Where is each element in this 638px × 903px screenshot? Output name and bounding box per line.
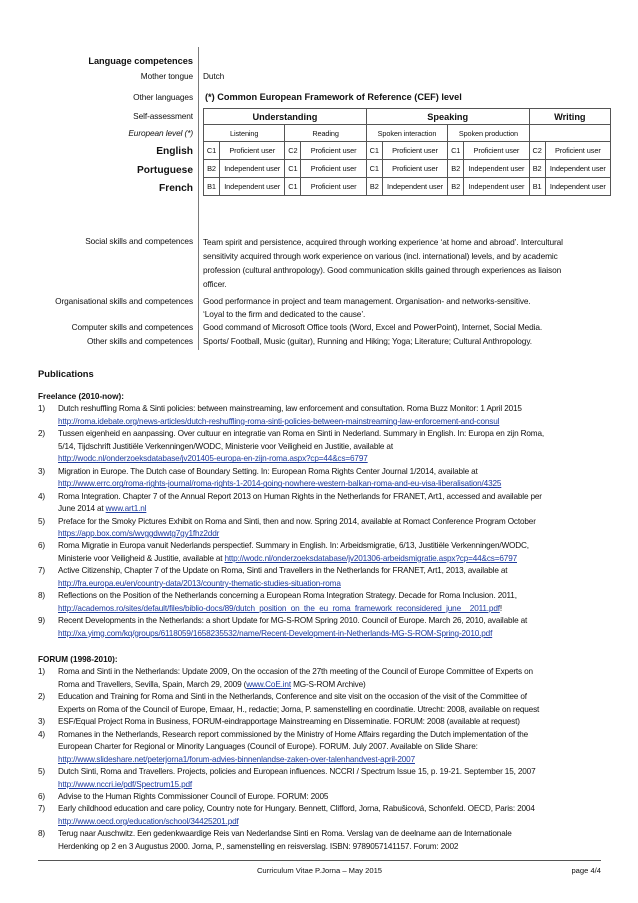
item-number: 8) xyxy=(38,829,45,839)
cef-group-understanding: Understanding xyxy=(204,109,367,125)
cef-level-code: C1 xyxy=(204,142,220,160)
item-number: 4) xyxy=(38,491,45,501)
section-title: Freelance (2010-now): xyxy=(38,392,124,401)
item-line xyxy=(58,565,608,577)
publication-item xyxy=(38,428,608,465)
publication-item xyxy=(38,716,608,728)
skill-label-other: Other skills and competences xyxy=(86,336,193,346)
cef-subheader-row xyxy=(204,125,611,142)
cef-level-description: Independent user xyxy=(382,178,447,196)
publication-text: ESF/Equal Project Roma in Business, FORUM-eindrapportage Mainstreaming en Disseminatie. FORUM: 2008 (available at request) xyxy=(58,717,520,727)
item-line xyxy=(58,416,608,428)
cef-level-code: B1 xyxy=(204,178,220,196)
item-number: 3) xyxy=(38,717,45,727)
publication-text: Herdenking op 2 en 3 Augustus 2000. Jorna, P., samenstelling en reisverslag. ISBN: 9789057141157. Forum: 2002 xyxy=(58,841,459,851)
footer-rule xyxy=(38,860,601,861)
cef-subheader-writing-empty xyxy=(529,125,610,142)
skill-text-social xyxy=(203,235,613,291)
skill-text-line: Team spirit and persistence, acquired through working experience ‘at home and abroad’. Intercultural xyxy=(203,237,563,247)
language-competences-heading: Language competences xyxy=(88,56,193,66)
other-languages-label: Other languages xyxy=(133,92,193,102)
cef-level-description: Proficient user xyxy=(464,142,529,160)
cef-heading: (*) Common European Framework of Reference (CEF) level xyxy=(205,92,462,102)
publication-link[interactable]: http://roma.idebate.org/news-articles/dutch-reshuffling-roma-sinti-policies-between-mainstreaming-law-enforcement-and-consul xyxy=(58,416,500,426)
item-number: 8) xyxy=(38,591,45,601)
language-name-english: English xyxy=(156,146,193,157)
cef-subheader-spoken-interaction: Spoken interaction xyxy=(366,125,447,142)
item-number: 9) xyxy=(38,616,45,626)
skill-text-line: ‘Loyal to the firm and dedicated to the cause’. xyxy=(203,309,366,319)
publication-link[interactable]: http://academos.ro/sites/default/files/biblio-docs/89/dutch_position_on_the_eu_roma_framework_reconsidered_june__2011.pdf xyxy=(58,603,500,613)
publication-text: Migration in Europe. The Dutch case of Boundary Setting. In: European Roma Rights Center Journal 1/2014, available at xyxy=(58,466,478,476)
page-number: page 4/4 xyxy=(571,866,601,875)
item-line xyxy=(58,841,608,853)
skill-text-computer xyxy=(203,321,613,334)
publication-text: Ministerie voor Veiligheid & Justitie, available at xyxy=(58,553,225,563)
cef-level-description: Independent user xyxy=(545,160,610,178)
publication-text: MG-S-ROM Archive) xyxy=(290,679,366,689)
publication-text: Dutch reshuffling Roma & Sinti policies: between mainstreaming, law enforcement and consultation. Roma Buzz Monitor: 1 April 2015 xyxy=(58,404,522,414)
publication-text: Romanes in the Netherlands, Research report commissioned by the Ministry of Home Affairs regarding the Dutch implementation of the xyxy=(58,729,529,739)
item-line xyxy=(58,516,608,528)
item-line xyxy=(58,816,608,828)
item-number: 5) xyxy=(38,767,45,777)
skill-text-line: officer. xyxy=(203,279,227,289)
cef-level-code: B2 xyxy=(366,178,382,196)
cef-subheader-spoken-production: Spoken production xyxy=(448,125,529,142)
cef-level-code: B2 xyxy=(529,160,545,178)
cef-subheader-listening: Listening xyxy=(204,125,285,142)
item-line xyxy=(58,766,608,778)
skill-text-line: Sports/ Football, Music (guitar), Running and Hiking; Yoga; Literature; Cultural Anthropology. xyxy=(203,336,532,346)
item-line xyxy=(58,779,608,791)
publication-item xyxy=(38,666,608,691)
skill-text-line: Good performance in project and team management. Organisation- and networks-sensitive. xyxy=(203,296,531,306)
publication-list xyxy=(38,403,608,640)
publication-text: Early childhood education and care policy, Country note for Hungary. Bennett, Clifford, Jorna, Rabušicová, Schonfeld. OECD, Paris: 2004 xyxy=(58,804,535,814)
publication-text: June 2014 at xyxy=(58,504,106,514)
item-line xyxy=(58,615,608,627)
cef-level-code: B2 xyxy=(448,178,464,196)
publication-item xyxy=(38,590,608,615)
publication-text: 5/14, Tijdschrift Justitiële Verkenningen/WODC, Ministerie voor Veiligheid en Justitie, available at xyxy=(58,441,393,451)
skill-label-social: Social skills and competences xyxy=(85,236,193,246)
item-line xyxy=(58,403,608,415)
publication-link[interactable]: http://fra.europa.eu/en/country-data/2013/country-thematic-studies-situation-roma xyxy=(58,578,341,588)
skill-label-computer: Computer skills and competences xyxy=(71,322,193,332)
publication-link[interactable]: http://wodc.nl/onderzoeksdatabase/jv201405-europa-en-zijn-roma.aspx?cp=44&cs=6797 xyxy=(58,454,368,464)
cef-subheader-reading: Reading xyxy=(285,125,366,142)
cef-levels-table xyxy=(203,108,611,196)
publication-text: European Charter for Regional or Minority Languages (Council of Europe). FORUM. July 2007. Available on Slide Share: xyxy=(58,742,478,752)
section-divider-line xyxy=(198,47,199,350)
publication-list xyxy=(38,666,608,853)
item-line xyxy=(58,428,608,440)
publication-text: Roma and Travellers, Sevilla, Spain, March 29, 2009 ( xyxy=(58,679,247,689)
item-number: 2) xyxy=(38,429,45,439)
publication-link[interactable]: https://app.box.com/s/wvggdwwtg7gy1fhz2ddr xyxy=(58,528,220,538)
cef-table-body xyxy=(204,142,611,196)
item-line xyxy=(58,803,608,815)
item-number: 3) xyxy=(38,466,45,476)
cef-level-code: B2 xyxy=(204,160,220,178)
skill-text-other xyxy=(203,335,613,348)
publication-item xyxy=(38,691,608,716)
publications-section-freelance xyxy=(38,391,608,640)
item-line xyxy=(58,503,608,515)
skill-text-organisational xyxy=(203,295,613,321)
publication-text: Tussen eigenheid en aanpassing. Over cultuur en integratie van Roma en Sinti in Nederland. Summary in English. In: Europa en zijn Roma, xyxy=(58,429,544,439)
publication-link[interactable]: http://www.oecd.org/education/school/34425201.pdf xyxy=(58,816,239,826)
publication-text: Dutch Sinti, Roma and Travellers. Projects, policies and European influences. NCCRI / Spectrum Issue 15, p. 19-21. September 15, 2007 xyxy=(58,767,536,777)
item-number: 6) xyxy=(38,541,45,551)
item-number: 2) xyxy=(38,692,45,702)
publication-text: Advise to the Human Rights Commissioner Council of Europe. FORUM: 2005 xyxy=(58,791,329,801)
mother-tongue-label: Mother tongue xyxy=(140,71,193,81)
publication-text: Roma Migratie in Europa vanuit Nederlands perspectief. Summary in English. In: Arbeidsmigratie, 6/13, Justitiële Verkenningen/WODC, xyxy=(58,541,529,551)
skill-text-line: Good command of Microsoft Office tools (Word, Excel and PowerPoint), Internet, Social Media. xyxy=(203,322,543,332)
cef-level-code: C2 xyxy=(529,142,545,160)
publication-text: Roma Integration. Chapter 7 of the Annual Report 2013 on Human Rights in the Netherlands for FRANET, Art1, accessed and available per xyxy=(58,491,542,501)
item-number: 5) xyxy=(38,516,45,526)
cef-level-code: C1 xyxy=(285,160,301,178)
publications-section-forum xyxy=(38,654,608,853)
publication-text: Terug naar Auschwitz. Een gedenkwaardige Reis van Nederlandse Sinti en Roma. Verslag van de deelname aan de Internationale xyxy=(58,829,512,839)
item-number: 7) xyxy=(38,804,45,814)
publication-item xyxy=(38,615,608,640)
publication-link[interactable]: http://xa.yimg.com/kq/groups/6118059/1658235532/name/Recent-Development-in-Netherlands-MG-S-ROM-Spring-2010.pdf xyxy=(58,628,493,638)
cef-level-description: Proficient user xyxy=(382,160,447,178)
item-line xyxy=(58,553,608,565)
publication-text: ! xyxy=(499,603,502,613)
cef-row xyxy=(204,178,611,196)
cef-level-description: Independent user xyxy=(220,160,285,178)
publication-item xyxy=(38,791,608,803)
cef-level-code: C2 xyxy=(285,142,301,160)
item-line xyxy=(58,691,608,703)
cef-level-description: Proficient user xyxy=(301,160,366,178)
language-name-french: French xyxy=(159,183,193,194)
cef-group-writing: Writing xyxy=(529,109,610,125)
publication-item xyxy=(38,803,608,828)
publication-link[interactable]: www.CoE.int xyxy=(246,679,291,689)
cef-level-description: Independent user xyxy=(220,178,285,196)
item-line xyxy=(58,628,608,640)
cef-group-header-row xyxy=(204,109,611,125)
cef-level-description: Proficient user xyxy=(382,142,447,160)
skill-label-organisational: Organisational skills and competences xyxy=(55,296,193,306)
item-number: 1) xyxy=(38,404,45,414)
cef-level-code: C1 xyxy=(366,160,382,178)
item-line xyxy=(58,491,608,503)
publication-item xyxy=(38,491,608,516)
item-line xyxy=(58,679,608,691)
publications-heading: Publications xyxy=(38,368,94,379)
publication-link[interactable]: http://www.errc.org/roma-rights-journal/roma-rights-1-2014-going-nowhere-western-balkan-roma-and-eu-visa-liberalisation/4325 xyxy=(58,479,502,489)
cef-group-speaking: Speaking xyxy=(366,109,529,125)
publication-text: Roma and Sinti in the Netherlands: Update 2009, On the occasion of the 27th meeting of the Council of Europe Committee of Experts on xyxy=(58,667,533,677)
item-number: 1) xyxy=(38,667,45,677)
item-line xyxy=(58,590,608,602)
item-line xyxy=(58,754,608,766)
self-assessment-label: Self-assessment xyxy=(133,111,193,121)
skill-text-line: sensitivity acquired through work experience on various (incl. international) levels, and by academic xyxy=(203,251,558,261)
item-line xyxy=(58,791,608,803)
item-number: 4) xyxy=(38,729,45,739)
item-line xyxy=(58,704,608,716)
publication-text: Education and Training for Roma and Sinti in the Netherlands, Conference and site visit on the occasion of the visit of the Committee of xyxy=(58,692,527,702)
cef-level-code: C1 xyxy=(448,142,464,160)
cef-level-description: Proficient user xyxy=(301,178,366,196)
publication-text: Preface for the Smoky Pictures Exhibit on Roma and Sinti, then and now. Spring 2014, available at Romact Conference Program October xyxy=(58,516,536,526)
item-line xyxy=(58,578,608,590)
item-line xyxy=(58,453,608,465)
section-title: FORUM (1998-2010): xyxy=(38,655,118,664)
publication-item xyxy=(38,565,608,590)
publication-item xyxy=(38,403,608,428)
cef-level-code: B1 xyxy=(529,178,545,196)
publication-text: Experts on Roma of the Council of Europe, Emaar, H., redactie; Jorna, P. samenstelling en coordinatie. Utrecht: 2008, available on request xyxy=(58,704,540,714)
publication-item xyxy=(38,466,608,491)
publication-item xyxy=(38,828,608,853)
item-number: 6) xyxy=(38,791,45,801)
item-line xyxy=(58,741,608,753)
publication-item xyxy=(38,729,608,766)
cef-level-description: Proficient user xyxy=(545,142,610,160)
item-line xyxy=(58,729,608,741)
cef-level-description: Independent user xyxy=(545,178,610,196)
cef-level-code: C1 xyxy=(285,178,301,196)
publication-item xyxy=(38,766,608,791)
publication-text: Reflections on the Position of the Netherlands concerning a European Roma Integration Strategy. Decade for Roma Inclusion. 2011, xyxy=(58,591,517,601)
item-line xyxy=(58,478,608,490)
cef-level-description: Independent user xyxy=(464,160,529,178)
publication-link[interactable]: http://wodc.nl/onderzoeksdatabase/jv201306-arbeidsmigratie.aspx?cp=44&cs=6797 xyxy=(224,553,517,563)
language-name-portuguese: Portuguese xyxy=(136,165,193,176)
publication-link[interactable]: http://www.slideshare.net/peterjorna1/forum-advies-binnenlandse-zaken-over-talenhandvest-april-2007 xyxy=(58,754,415,764)
item-line xyxy=(58,441,608,453)
cef-level-description: Independent user xyxy=(464,178,529,196)
cef-row xyxy=(204,160,611,178)
item-line xyxy=(58,716,608,728)
item-line xyxy=(58,666,608,678)
cef-level-code: C1 xyxy=(366,142,382,160)
cef-level-description: Proficient user xyxy=(301,142,366,160)
item-line xyxy=(58,466,608,478)
publication-item xyxy=(38,540,608,565)
publication-link[interactable]: www.art1.nl xyxy=(105,504,147,514)
item-number: 7) xyxy=(38,566,45,576)
mother-tongue-value: Dutch xyxy=(203,71,225,81)
item-line xyxy=(58,528,608,540)
publication-text: Active Citizenship, Chapter 7 of the Update on Roma, Sinti and Travellers in the Netherlands for FRANET, Art1, 2013, available at xyxy=(58,566,508,576)
cef-level-description: Proficient user xyxy=(220,142,285,160)
european-level-label: European level (*) xyxy=(128,128,193,138)
publication-text: Recent Developments in the Netherlands: a short Update for MG-S-ROM Spring 2010. Council of Europe. March 26, 2010, available at xyxy=(58,616,528,626)
item-line xyxy=(58,603,608,615)
cef-row xyxy=(204,142,611,160)
publication-item xyxy=(38,516,608,541)
footer-title: Curriculum Vitae P.Jorna – May 2015 xyxy=(256,866,383,875)
item-line xyxy=(58,828,608,840)
publication-link[interactable]: http://www.nccri.ie/pdf/Spectrum15.pdf xyxy=(58,779,193,789)
item-line xyxy=(58,540,608,552)
cef-level-code: B2 xyxy=(448,160,464,178)
skill-text-line: profession (cultural anthropology). Good communication skills gained through experiences as liaison xyxy=(203,265,562,275)
